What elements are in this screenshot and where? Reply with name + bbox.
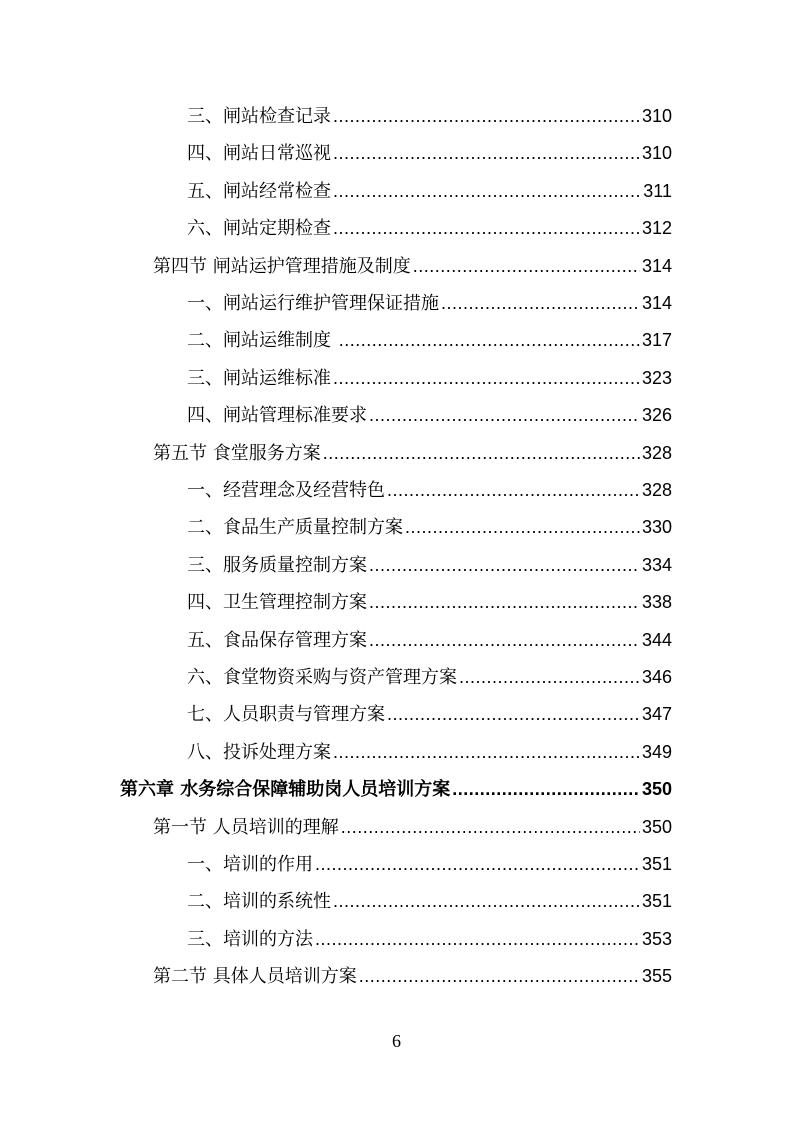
toc-entry-page: 312 [641,218,672,239]
toc-dot-leader [333,138,640,168]
toc-entry-label: 三、闸站运维标准 [187,367,331,389]
toc-entry-page: 349 [641,741,672,762]
toc-entry-page: 314 [641,293,672,313]
toc-entry-page: 334 [641,554,672,575]
toc-entry[interactable] [187,886,672,916]
toc-dot-leader [369,550,640,580]
toc-entry[interactable] [187,325,672,355]
toc-entry-label: 三、闸站检查记录 [187,106,331,127]
toc-entry-page: 330 [641,517,672,538]
toc-entry-label: 二、培训的系统性 [187,891,331,913]
toc-entry-label: 七、人员职责与管理方案 [187,704,385,726]
toc-entry-page: 351 [641,854,672,874]
toc-entry[interactable] [187,849,672,879]
toc-dot-leader [369,587,640,617]
toc-entry[interactable] [187,288,672,318]
toc-entry-page: 347 [641,704,672,725]
toc-entry-label: 第五节 食堂服务方案 [153,442,321,464]
toc-entry-page: 328 [641,442,672,463]
toc-dot-leader [333,737,640,767]
toc-entry[interactable] [187,363,672,393]
toc-entry-label: 一、培训的作用 [187,854,313,875]
toc-section-entry[interactable] [153,961,672,991]
toc-entry-page: 355 [641,966,672,987]
toc-entry-page: 310 [641,143,672,164]
toc-entry-page: 328 [641,480,672,500]
toc-dot-leader [413,251,640,281]
toc-dot-leader [333,101,640,131]
toc-entry-page: 314 [641,255,672,276]
toc-dot-leader [387,475,640,505]
toc-entry-page: 323 [641,367,672,388]
toc-entry-label: 三、服务质量控制方案 [187,554,367,576]
toc-dot-leader [339,325,640,355]
toc-entry[interactable] [187,400,672,430]
toc-dot-leader [333,176,641,206]
toc-entry[interactable] [187,138,672,168]
toc-dot-leader [359,961,640,991]
toc-entry-page: 346 [641,667,672,687]
toc-entry[interactable] [187,699,672,729]
toc-entry[interactable] [187,662,672,692]
toc-dot-leader [405,512,640,542]
toc-entry-label: 五、食品保存管理方案 [187,629,367,651]
toc-entry-label: 四、卫生管理控制方案 [187,592,367,614]
toc-dot-leader [452,774,640,804]
toc-entry-label: 四、闸站日常巡视 [187,143,331,165]
toc-dot-leader [369,625,640,655]
toc-entry[interactable] [187,587,672,617]
toc-dot-leader [333,363,640,393]
toc-entry[interactable] [187,475,672,505]
toc-dot-leader [369,400,640,430]
toc-entry-label: 第二节 具体人员培训方案 [153,966,357,988]
toc-entry-page: 351 [641,891,672,912]
toc-entry-page: 350 [641,816,672,837]
toc-entry-page: 326 [641,405,672,426]
toc-section-entry[interactable] [153,438,672,468]
toc-entry-page: 350 [641,779,672,800]
toc-entry-label: 三、培训的方法 [187,928,313,950]
toc-dot-leader [459,662,640,692]
toc-entry[interactable] [187,737,672,767]
toc-entry-page: 344 [641,629,672,650]
toc-entry-page: 310 [641,106,672,126]
toc-section-entry[interactable] [153,812,672,842]
toc-entry-page: 311 [643,180,672,201]
toc-dot-leader [315,849,640,879]
toc-entry[interactable] [187,924,672,954]
toc-chapter-entry[interactable] [120,774,672,804]
toc-entry-label: 六、闸站定期检查 [187,218,331,240]
toc-entry-label: 五、闸站经常检查 [187,180,331,202]
toc-entry[interactable] [187,176,672,206]
toc-entry-label: 二、闸站运维制度 [187,330,337,352]
toc-entry-label: 第一节 人员培训的理解 [153,816,339,838]
toc-entry[interactable] [187,101,672,131]
toc-entry-label: 第六章 水务综合保障辅助岗人员培训方案 [120,779,451,801]
toc-dot-leader [315,924,640,954]
toc-dot-leader [333,886,640,916]
toc-entry-label: 八、投诉处理方案 [187,741,331,763]
toc-entry-page: 338 [641,592,672,613]
toc-dot-leader [387,699,640,729]
toc-entry-label: 四、闸站管理标准要求 [187,405,367,427]
toc-dot-leader [333,213,640,243]
toc-section-entry[interactable] [153,251,672,281]
toc-entry[interactable] [187,550,672,580]
toc-entry[interactable] [187,213,672,243]
page-number: 6 [392,1031,401,1051]
toc-entry-page: 353 [641,928,672,949]
toc-entry-page: 317 [641,330,672,351]
toc-entry[interactable] [187,625,672,655]
toc-entry-label: 一、经营理念及经营特色 [187,480,385,501]
toc-entry-label: 六、食堂物资采购与资产管理方案 [187,667,457,688]
toc-entry-label: 二、食品生产质量控制方案 [187,517,403,539]
toc-dot-leader [341,812,640,842]
toc-entry-label: 第四节 闸站运护管理措施及制度 [153,255,411,277]
toc-entry[interactable] [187,512,672,542]
toc-dot-leader [323,438,640,468]
toc-entry-label: 一、闸站运行维护管理保证措施 [187,293,439,314]
toc-dot-leader [441,288,640,318]
